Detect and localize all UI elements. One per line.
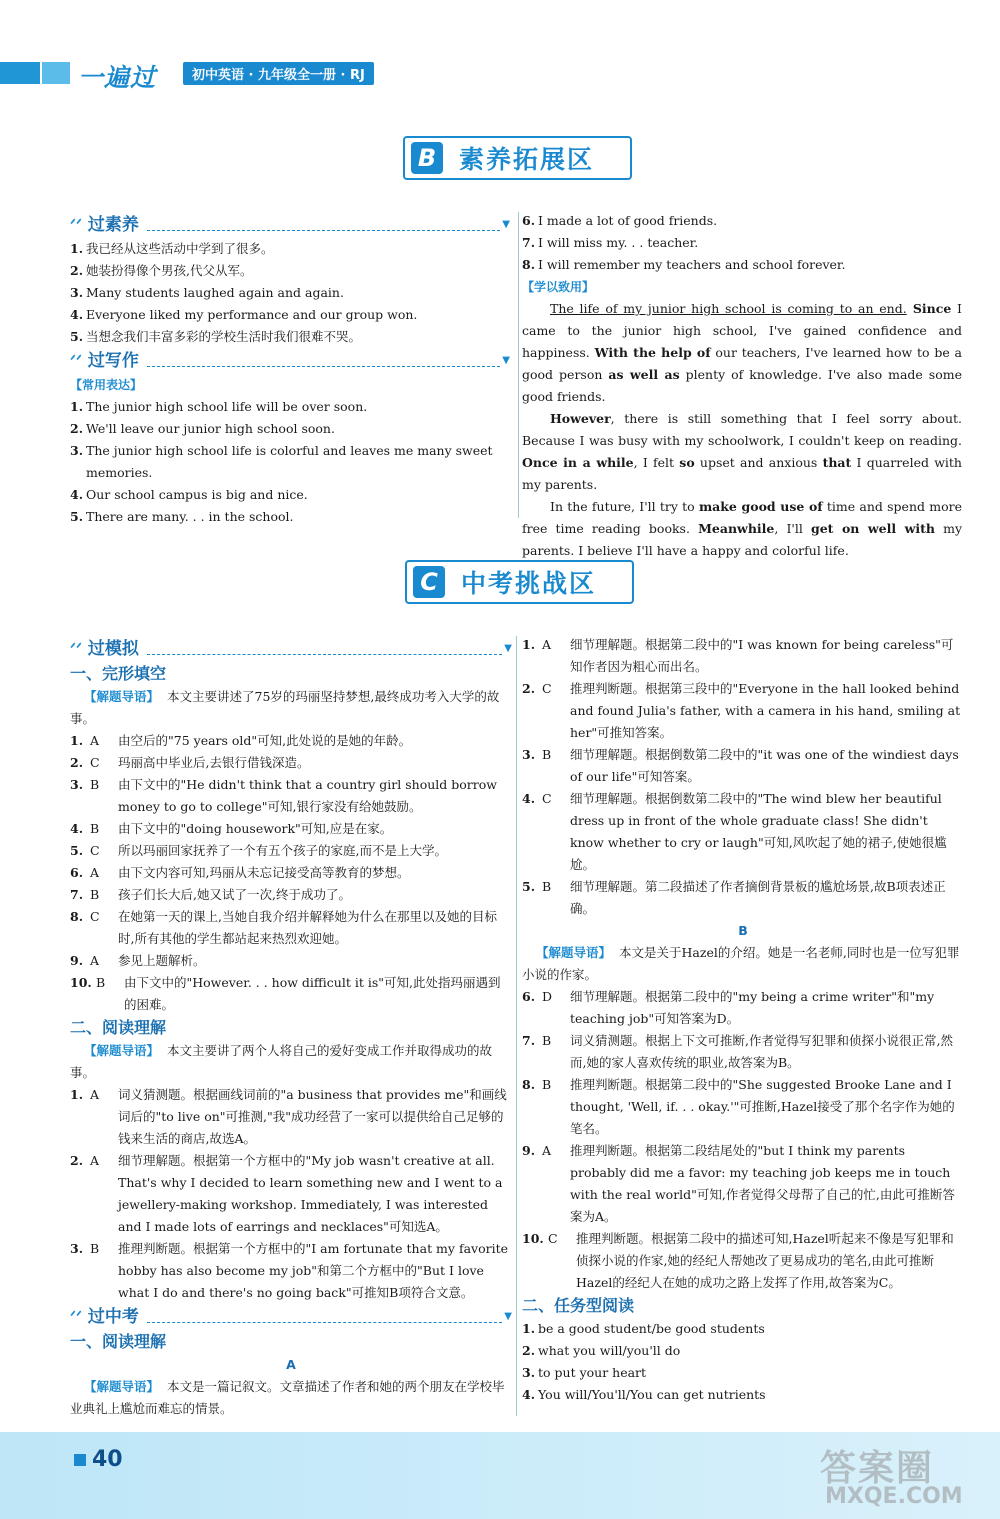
- zone-c-title: 中考挑战区: [461, 569, 597, 598]
- list-item: [70, 1150, 512, 1238]
- item-number: 4.: [522, 791, 536, 806]
- answer-letter: A: [90, 733, 100, 748]
- item-text: 推理判断题。根据第二段结尾处的"but I think my parents probably did me a favor: my teaching job keeps me in touch with the real world"可知,作者觉得父母帮了自己的忙,由此可推断答案为A。: [570, 1143, 955, 1224]
- section-title: 过写作: [87, 351, 139, 371]
- item-text: 推理判断题。根据第二段中的描述可知,Hazel听起来不像是写犯罪和侦探小说的作家,她的经纪人帮她改了更易成功的笔名,由此可推断Hazel的经纪人在她的成功之路上发挥了作用,故答案为C。: [576, 1231, 954, 1290]
- essay-paragraph-1: The life of my junior high school is coming to an end. Since I came to the junior high school, I've gained confidence and happiness. With the help of our teachers, I've learned how to be a good person as well as plenty of knowledge. I've also made some good friends.: [522, 301, 963, 404]
- answer-letter: C: [542, 681, 552, 696]
- item-number: 1.: [70, 1087, 84, 1102]
- part-exam-reading: 一、阅读理解: [70, 1332, 167, 1351]
- section-header-writing: [70, 348, 510, 374]
- item-text: 由下文内容可知,玛丽从未忘记接受高等教育的梦想。: [118, 865, 410, 880]
- answer-letter: A: [542, 637, 552, 652]
- item-number: 6.: [522, 989, 536, 1004]
- list-item: [70, 484, 510, 506]
- list-item: [522, 210, 962, 232]
- item-text: 孩子们长大后,她又试了一次,终于成功了。: [118, 887, 351, 902]
- item-text: what you will/you'll do: [538, 1343, 681, 1358]
- item-number: 10.: [70, 975, 92, 990]
- zone-b-title: 素养拓展区: [459, 145, 595, 174]
- item-text: 玛丽高中毕业后,去银行借钱深造。: [118, 755, 310, 770]
- item-number: 2.: [522, 681, 536, 696]
- chevron-down-icon: ▼: [504, 1311, 512, 1322]
- banner-decoration: [42, 62, 70, 84]
- list-item: [70, 774, 512, 818]
- item-number: 3.: [70, 443, 84, 458]
- answer-letter: C: [548, 1231, 558, 1246]
- item-number: 7.: [522, 235, 536, 250]
- list-item: [522, 1074, 964, 1140]
- list-item: [522, 1384, 964, 1406]
- answer-letter: C: [90, 755, 100, 770]
- literacy-list: [70, 238, 510, 348]
- item-number: 8.: [522, 257, 536, 272]
- swirl-icon: ᐟᐟ: [70, 641, 82, 657]
- tag-apply: 【学以致用】: [522, 280, 595, 294]
- item-number: 5.: [70, 509, 84, 524]
- list-item: [522, 232, 962, 254]
- answer-letter: B: [542, 879, 552, 894]
- top-banner: [0, 58, 1000, 92]
- zone-c-right-column: [522, 634, 964, 1406]
- item-text: 所以玛丽回家抚养了一个有五个孩子的家庭,而不是上大学。: [118, 843, 447, 858]
- passage-a-answers: [522, 634, 964, 920]
- item-text: 推理判断题。根据第二段中的"She suggested Brooke Lane and I thought, 'Well, if. . . okay.'"可推断,Hazel接受了那个名字作为她的笔名。: [570, 1077, 955, 1136]
- guide-cloze: 【解题导语】 本文主要讲述了75岁的玛丽坚持梦想,最终成功考入大学的故事。: [70, 689, 500, 726]
- item-text: 由空后的"75 years old"可知,此处说的是她的年龄。: [118, 733, 412, 748]
- item-text: be a good student/be good students: [538, 1321, 765, 1336]
- item-text: The junior high school life will be over soon.: [86, 399, 368, 414]
- list-item: [70, 440, 510, 484]
- list-item: [70, 326, 510, 348]
- answer-letter: B: [90, 821, 100, 836]
- zone-c-letter: C: [413, 566, 445, 598]
- list-item: [70, 260, 510, 282]
- item-number: 2.: [70, 1153, 84, 1168]
- page-marker-icon: [74, 1454, 86, 1466]
- item-text: I will miss my. . . teacher.: [538, 235, 699, 250]
- item-text: to put your heart: [538, 1365, 647, 1380]
- list-item: [70, 1238, 512, 1304]
- section-header-literacy: [70, 212, 510, 238]
- item-number: 2.: [70, 421, 84, 436]
- list-item: [522, 876, 964, 920]
- dashed-rule: [147, 220, 500, 231]
- list-item: [70, 730, 512, 752]
- item-text: 细节理解题。根据倒数第二段中的"The wind blew her beautiful dress up in front of the whole graduate class! She didn't know whether to cry or laugh"可知,风吹起了她的裙子,使她很尴尬。: [570, 791, 947, 872]
- item-text: 由下文中的"doing housework"可知,应是在家。: [118, 821, 393, 836]
- item-number: 7.: [522, 1033, 536, 1048]
- guide-reading: 【解题导语】 本文主要讲了两个人将自己的爱好变成工作并取得成功的故事。: [70, 1043, 493, 1080]
- answer-letter: B: [96, 975, 106, 990]
- list-item: [522, 1140, 964, 1228]
- item-text: 推理判断题。根据第一个方框中的"I am fortunate that my favorite hobby has also become my job"和第二个方框中的"But I love what I do and there's no going back"可推知B项符合文意。: [118, 1241, 509, 1300]
- item-number: 1.: [70, 399, 84, 414]
- part-cloze: 一、完形填空: [70, 664, 167, 683]
- answer-letter: C: [90, 909, 100, 924]
- item-number: 1.: [70, 733, 84, 748]
- writing-list: [70, 396, 510, 528]
- guide-passage-b: 【解题导语】 本文是关于Hazel的介绍。她是一名老师,同时也是一位写犯罪小说的作家。: [522, 945, 960, 982]
- answer-letter: B: [542, 1033, 552, 1048]
- answer-letter: D: [542, 989, 553, 1004]
- watermark-url: MXQE.COM: [825, 1484, 963, 1509]
- answer-letter: A: [90, 953, 100, 968]
- writing-list-continued: [522, 210, 962, 276]
- list-item: [522, 1318, 964, 1340]
- answer-letter: B: [542, 1077, 552, 1092]
- brand-logo: 一遍过: [78, 63, 157, 92]
- item-text: Our school campus is big and nice.: [86, 487, 308, 502]
- section-title: 过中考: [87, 1307, 139, 1327]
- swirl-icon: ᐟᐟ: [70, 353, 82, 369]
- list-item: [70, 884, 512, 906]
- item-number: 4.: [70, 307, 84, 322]
- item-text: 词义猜测题。根据画线词前的"a business that provides me"和画线词后的"to live on"可推测,"我"成功经营了一家可以提供给自己足够的钱来生活的商店,故选A。: [118, 1087, 507, 1146]
- item-text: 细节理解题。根据第一个方框中的"My job wasn't creative at all. That's why I decided to learn something new and I went to a jewellery-making workshop. Immediately, I was interested and I made lots of earrings and necklaces"可知选A。: [118, 1153, 503, 1234]
- list-item: [70, 972, 512, 1016]
- list-item: [522, 678, 964, 744]
- column-divider: [516, 636, 517, 1416]
- item-number: 1.: [70, 241, 84, 256]
- item-number: 3.: [70, 285, 84, 300]
- list-item: [522, 744, 964, 788]
- cloze-answers: [70, 730, 512, 1016]
- item-number: 4.: [70, 487, 84, 502]
- item-text: 细节理解题。根据第二段中的"I was known for being careless"可知作者因为粗心而出名。: [570, 637, 954, 674]
- list-item: [70, 506, 510, 528]
- list-item: [70, 752, 512, 774]
- item-text: 词义猜测题。根据上下文可推断,作者觉得写犯罪和侦探小说很正常,然而,她的家人喜欢传统的职业,故答案为B。: [570, 1033, 953, 1070]
- answer-letter: A: [90, 1153, 100, 1168]
- list-item: [522, 1030, 964, 1074]
- item-number: 2.: [70, 263, 84, 278]
- item-text: You will/You'll/You can get nutrients: [538, 1387, 766, 1402]
- answer-letter: A: [542, 1143, 552, 1158]
- zone-b-right-column: [522, 210, 962, 562]
- column-divider: [518, 212, 519, 518]
- section-header-exam: [70, 1304, 512, 1330]
- list-item: [70, 238, 510, 260]
- list-item: [70, 840, 512, 862]
- item-text: We'll leave our junior high school soon.: [86, 421, 335, 436]
- watermark-logo: 答案圈: [820, 1448, 935, 1489]
- item-text: I will remember my teachers and school forever.: [538, 257, 846, 272]
- task-answers: [522, 1318, 964, 1406]
- answer-letter: B: [90, 887, 100, 902]
- answer-letter: C: [90, 843, 100, 858]
- essay-paragraph-2: However, there is still something that I feel sorry about. Because I was busy with my schoolwork, I couldn't keep on reading. Once in a while, I felt so upset and anxious that I quarreled with my parents.: [522, 411, 962, 492]
- dashed-rule: [147, 644, 502, 655]
- list-item: [70, 818, 512, 840]
- item-text: I made a lot of good friends.: [538, 213, 718, 228]
- answer-letter: B: [90, 1241, 100, 1256]
- item-text: 推理判断题。根据第三段中的"Everyone in the hall looked behind and found Julia's father, with a camera in his hand, smiling at her"可推知答案。: [570, 681, 961, 740]
- item-number: 4.: [522, 1387, 536, 1402]
- item-number: 9.: [522, 1143, 536, 1158]
- list-item: [70, 396, 510, 418]
- item-text: The junior high school life is colorful and leaves me many sweet memories.: [86, 443, 493, 480]
- section-header-mock: [70, 636, 512, 662]
- item-text: 细节理解题。第二段描述了作者摘倒背景板的尴尬场景,故B项表述正确。: [570, 879, 946, 916]
- item-number: 3.: [522, 747, 536, 762]
- item-text: 她装扮得像个男孩,代父从军。: [86, 263, 253, 278]
- answer-letter: C: [542, 791, 552, 806]
- item-number: 8.: [522, 1077, 536, 1092]
- item-number: 1.: [522, 1321, 536, 1336]
- part-reading: 二、阅读理解: [70, 1018, 167, 1037]
- banner-decoration: [0, 62, 40, 84]
- swirl-icon: ᐟᐟ: [70, 1309, 82, 1325]
- item-number: 5.: [70, 843, 84, 858]
- item-number: 10.: [522, 1231, 544, 1246]
- item-text: 细节理解题。根据第二段中的"my being a crime writer"和"my teaching job"可知答案为D。: [570, 989, 935, 1026]
- swirl-icon: ᐟᐟ: [70, 217, 82, 233]
- chevron-down-icon: ▼: [502, 355, 510, 366]
- item-text: 当想念我们丰富多彩的学校生活时我们很难不哭。: [86, 329, 362, 344]
- dashed-rule: [147, 356, 500, 367]
- item-number: 2.: [70, 755, 84, 770]
- item-text: 在她第一天的课上,当她自我介绍并解释她为什么在那里以及她的目标时,所有其他的学生都站起来热烈欢迎她。: [118, 909, 497, 946]
- chevron-down-icon: ▼: [502, 219, 510, 230]
- list-item: [70, 950, 512, 972]
- dashed-rule: [147, 1312, 502, 1323]
- item-number: 5.: [70, 329, 84, 344]
- zone-b-header: [403, 136, 632, 180]
- item-number: 7.: [70, 887, 84, 902]
- list-item: [70, 418, 510, 440]
- answer-letter: A: [90, 865, 100, 880]
- chevron-down-icon: ▼: [504, 643, 512, 654]
- item-number: 4.: [70, 821, 84, 836]
- list-item: [70, 1084, 512, 1150]
- zone-b-letter: B: [411, 142, 443, 174]
- item-text: 我已经从这些活动中学到了很多。: [86, 241, 274, 256]
- list-item: [522, 1228, 964, 1294]
- passage-b-answers: [522, 986, 964, 1294]
- item-number: 3.: [522, 1365, 536, 1380]
- answer-letter: B: [90, 777, 100, 792]
- list-item: [522, 986, 964, 1030]
- list-item: [70, 862, 512, 884]
- item-number: 3.: [70, 1241, 84, 1256]
- item-text: 由下文中的"However. . . how difficult it is"可知,此处指玛丽遇到的困难。: [124, 975, 501, 1012]
- list-item: [522, 634, 964, 678]
- list-item: [70, 304, 510, 326]
- list-item: [522, 1362, 964, 1384]
- item-text: 细节理解题。根据倒数第二段中的"it was one of the windiest days of our life"可知答案。: [570, 747, 959, 784]
- item-number: 8.: [70, 909, 84, 924]
- item-number: 6.: [522, 213, 536, 228]
- part-task-reading: 二、任务型阅读: [522, 1296, 635, 1315]
- zone-b-left-column: [70, 212, 510, 528]
- item-number: 6.: [70, 865, 84, 880]
- item-number: 9.: [70, 953, 84, 968]
- essay-paragraph-3: In the future, I'll try to make good use of time and spend more free time reading books. Meanwhile, I'll get on well with my parents. I believe I'll have a happy and colorful life.: [522, 499, 963, 558]
- zone-c-header: [405, 560, 634, 604]
- answer-letter: A: [90, 1087, 100, 1102]
- reading-answers: [70, 1084, 512, 1304]
- item-number: 3.: [70, 777, 84, 792]
- list-item: [522, 788, 964, 876]
- tag-common-expressions: 【常用表达】: [70, 378, 143, 392]
- item-text: Many students laughed again and again.: [86, 285, 344, 300]
- item-number: 1.: [522, 637, 536, 652]
- passage-a-label: A: [286, 1357, 296, 1372]
- answer-letter: B: [542, 747, 552, 762]
- item-text: 由下文中的"He didn't think that a country girl should borrow money to go to college"可知,银行家没有给她鼓励。: [118, 777, 497, 814]
- zone-c-left-column: [70, 636, 512, 1420]
- item-number: 5.: [522, 879, 536, 894]
- section-title: 过模拟: [87, 639, 139, 659]
- item-text: Everyone liked my performance and our group won.: [86, 307, 418, 322]
- page-number: 40: [92, 1447, 123, 1472]
- item-text: 参见上题解析。: [118, 953, 206, 968]
- item-text: There are many. . . in the school.: [86, 509, 294, 524]
- list-item: [522, 254, 962, 276]
- passage-b-label: B: [738, 923, 748, 938]
- list-item: [70, 282, 510, 304]
- guide-passage-a: 【解题导语】 本文是一篇记叙文。文章描述了作者和她的两个朋友在学校毕业典礼上尴尬而难忘的情景。: [70, 1379, 505, 1416]
- book-info-badge: 初中英语 · 九年级全一册 · RJ: [183, 62, 374, 85]
- list-item: [70, 906, 512, 950]
- list-item: [522, 1340, 964, 1362]
- item-number: 2.: [522, 1343, 536, 1358]
- section-title: 过素养: [87, 215, 139, 235]
